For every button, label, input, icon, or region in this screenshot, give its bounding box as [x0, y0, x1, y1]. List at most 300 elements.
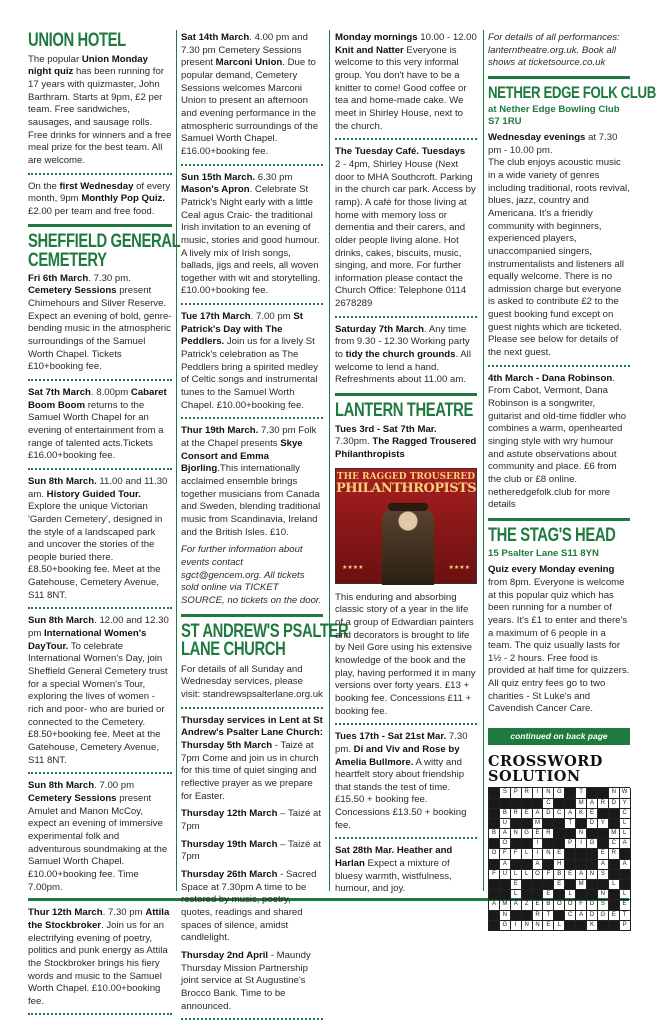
- crossword-cell: M: [500, 900, 511, 910]
- crossword-block: [543, 880, 554, 890]
- text: A witty and heartfelt story about friendship that stands the test of time. £15.50 + booking fee. Concessions £13.50 + booking fee.: [335, 756, 467, 831]
- crossword-block: [620, 880, 631, 890]
- crossword-cell: L: [609, 880, 620, 890]
- crossword-cell: E: [543, 921, 554, 931]
- crossword-block: [565, 829, 576, 839]
- crossword-cell: G: [598, 911, 609, 921]
- dotted-divider: [335, 316, 477, 318]
- crossword-cell: P: [511, 788, 522, 798]
- crossword-cell: I: [511, 921, 522, 931]
- crossword-cell: L: [565, 890, 576, 900]
- crossword-block: [598, 921, 609, 931]
- crossword-cell: W: [620, 788, 631, 798]
- crossword-cell: L: [511, 870, 522, 880]
- crossword-block: [533, 880, 544, 890]
- crossword-block: [522, 880, 533, 890]
- text: 2 - 4pm, Shirley House (Next door to MHA Southcroft. Parking in the church car park. Access by ramp). A café for those living at home with memory loss or dementia and their carers, and older people living alone. Hot drinks, cakes, biscuits, music, singing, and more. For further information please contact the Church Office: Telephone 0114 2678289: [335, 158, 476, 310]
- column-rule-1: [176, 30, 177, 891]
- actor-figure: [382, 507, 434, 585]
- st-andrews-title: [181, 620, 349, 661]
- text: . From Cabot, Vermont, Dana Robinson is a songwriter, guitarist and old-time fiddler who combines a warm, openhearted singing style with wry humour and astute observations about community and place. £6 from the club or £8 online. netheredgefolk.club for more details: [488, 372, 627, 511]
- section-divider: [335, 393, 477, 396]
- crossword-cell: A: [598, 860, 609, 870]
- dotted-divider: [28, 607, 172, 609]
- crossword-cell: C: [609, 839, 620, 849]
- crossword-block: [565, 849, 576, 859]
- crossword-block: [522, 890, 533, 900]
- crossword-cell: S: [500, 788, 511, 798]
- crossword-cell: B: [554, 870, 565, 880]
- crossword-block: [587, 849, 598, 859]
- section-divider: [181, 614, 323, 617]
- event-name: Attila the Stockbroker: [28, 907, 170, 931]
- crossword-cell: A: [533, 809, 544, 819]
- crossword-block: [511, 860, 522, 870]
- crossword-block: [489, 911, 500, 921]
- lantern-event: [335, 845, 477, 896]
- crossword-cell: M: [576, 880, 587, 890]
- crossword-block: [609, 860, 620, 870]
- crossword-cell: C: [620, 809, 631, 819]
- section-divider: [488, 76, 630, 79]
- crossword-block: [511, 799, 522, 809]
- crossword-block: [489, 819, 500, 829]
- crossword-cell: U: [500, 819, 511, 829]
- crossword-block: [609, 921, 620, 931]
- cemetery-event: [28, 273, 172, 374]
- text-bold: Union Monday night quiz: [28, 53, 148, 78]
- crossword-cell: P: [565, 839, 576, 849]
- event-name: Marconi Union: [215, 57, 283, 69]
- crossword-block: [554, 819, 565, 829]
- crossword-block: [598, 880, 609, 890]
- crossword-cell: F: [543, 870, 554, 880]
- text: .This internationally acclaimed ensemble brings together musicians from Canada and Sweden, blending traditional music from Scandinavia, Ireland and the British Isles. £10.: [181, 463, 321, 538]
- cemetery-event: [28, 476, 172, 603]
- crossword-block: [489, 809, 500, 819]
- crossword-cell: A: [620, 860, 631, 870]
- dotted-divider: [335, 723, 477, 725]
- crossword-block: [522, 799, 533, 809]
- working-party: [335, 324, 477, 387]
- crossword-title: [488, 755, 630, 784]
- crossword-block: [576, 819, 587, 829]
- crossword-block: [533, 890, 544, 900]
- actor-hat: [388, 503, 428, 511]
- crossword-block: [489, 799, 500, 809]
- crossword-block: [576, 921, 587, 931]
- text: . Join us for an electrifying evening of poetry, politics and punk energy as Attila the Stockbroker brings his fiery words and music to the Samuel Worth Chapel. £10.00+booking fee.: [28, 919, 168, 1007]
- star-rating: ★★★★: [342, 564, 364, 571]
- crossword-block: [522, 839, 533, 849]
- crossword-cell: L: [620, 819, 631, 829]
- crossword-cell: A: [620, 839, 631, 849]
- crossword-cell: L: [620, 829, 631, 839]
- crossword-cell: E: [554, 849, 565, 859]
- text: of every month, 9pm: [28, 180, 171, 205]
- event-name: Skye Consort and Emma Bjorling: [181, 438, 303, 475]
- crossword-cell: I: [533, 839, 544, 849]
- crossword-cell: P: [620, 921, 631, 931]
- event-date: Sun 8th March: [28, 615, 95, 627]
- crossword-cell: F: [500, 849, 511, 859]
- dotted-divider: [28, 173, 172, 175]
- crossword-cell: N: [522, 921, 533, 931]
- text: Join us for a lively St Patrick's celebration as The Peddlers bring a spirited medley of Celtic songs and instrumental tunes to the Samuel Worth Chapel. £10.00+booking fee.: [181, 336, 319, 411]
- dotted-divider: [181, 707, 323, 709]
- crossword-block: [565, 880, 576, 890]
- cemetery-ticket-note: For further information about events contact sgct@gencem.org. All tickets sold online via TICKET SOURCE, no tickets on the door.: [181, 544, 322, 606]
- event-date: Wednesday evenings: [488, 131, 586, 143]
- text: . Any time from 9.30 - 12.30 Working party to: [335, 323, 470, 361]
- crossword-block: [587, 880, 598, 890]
- text-bold: Monthly Pop Quiz.: [81, 193, 165, 205]
- crossword-block: [620, 849, 631, 859]
- event-date: Sat 14th March: [181, 32, 250, 43]
- heading-text: Thursday services in Lent at St Andrew's Psalter Lane Church:: [181, 714, 323, 739]
- crossword-cell: E: [511, 880, 522, 890]
- crossword-cell: L: [522, 849, 533, 859]
- crossword-block: [598, 809, 609, 819]
- crossword-cell: D: [587, 819, 598, 829]
- union-pop-quiz-text: [28, 181, 172, 219]
- crossword-cell: Z: [522, 900, 533, 910]
- event-name: 4th March - Dana Robinson: [488, 372, 613, 384]
- dotted-divider: [28, 1013, 172, 1015]
- crossword-cell: U: [500, 870, 511, 880]
- event-date: Monday mornings: [335, 32, 418, 43]
- crossword-cell: N: [500, 911, 511, 921]
- crossword-cell: M: [533, 819, 544, 829]
- column-1: [28, 30, 181, 1007]
- crossword-cell: F: [511, 849, 522, 859]
- text: – Taizé at 7pm: [181, 838, 322, 863]
- crossword-cell: O: [500, 839, 511, 849]
- service-item: [181, 808, 323, 833]
- crossword-cell: F: [576, 900, 587, 910]
- crossword-cell: E: [598, 849, 609, 859]
- st-andrews-intro: For details of all Sunday and Wednesday services, please visit: standrewspsalterlane.org.uk: [181, 663, 323, 701]
- crossword-block: [489, 860, 500, 870]
- text: . Celebrate St Patrick's Night early with a little Ceal agus Craic- the traditional Irish invitation to an evening of music, stories and good humour. A lively mix of Irish songs, ballads, jigs and reels, all woven together with wit and storytelling. £10.00+booking fee.: [181, 184, 321, 297]
- crossword-block: [587, 890, 598, 900]
- cemetery-event: [28, 907, 172, 1008]
- crossword-block: [554, 890, 565, 900]
- text: Everyone is welcome to this very informal group. You don't have to be a knitter to come! Good coffee or tea and home-made cake. We meet in Shirley House, next to the church.: [335, 44, 467, 132]
- text: 7.30pm.: [335, 436, 373, 448]
- crossword-cell: E: [543, 890, 554, 900]
- lantern-theatre-title: LANTERN THEATRE: [335, 400, 473, 422]
- crossword-cell: R: [511, 809, 522, 819]
- crossword-cell: M: [576, 799, 587, 809]
- text: . 7.00 pm: [250, 311, 294, 323]
- crossword-block: [489, 921, 500, 931]
- crossword-block: [565, 921, 576, 931]
- crossword-cell: O: [489, 849, 500, 859]
- crossword-block: [576, 849, 587, 859]
- text: 7.30 pm.: [335, 731, 468, 755]
- text: Explore the unique Victorian 'Garden Cemetery', designed in the style of a landscaped park and uncover the stories of the people buried there. £8.50+booking fee. Meet at the Gatehouse, Cemetery Avenue, S11 8NT.: [28, 501, 163, 601]
- dotted-divider: [28, 899, 172, 901]
- crossword-block: [576, 860, 587, 870]
- column-3: [335, 32, 477, 893]
- crossword-block: [565, 799, 576, 809]
- crossword-block: [511, 839, 522, 849]
- crossword-cell: K: [576, 809, 587, 819]
- crossword-cell: L: [522, 870, 533, 880]
- event-name: Cemetery Sessions: [28, 285, 117, 297]
- event-name: Cemetery Sessions: [28, 792, 117, 804]
- event-date: Tue 17th March: [181, 311, 251, 323]
- crossword-block: [511, 911, 522, 921]
- crossword-cell: E: [609, 911, 620, 921]
- crossword-cell: D: [543, 809, 554, 819]
- crossword-cell: E: [522, 809, 533, 819]
- crossword-block: [543, 860, 554, 870]
- title-line: LANE CHURCH: [181, 639, 286, 661]
- text: The popular: [28, 53, 82, 65]
- event-date: Saturday 7th March: [335, 323, 425, 335]
- crossword-cell: B: [489, 829, 500, 839]
- union-quiz-text: [28, 54, 172, 168]
- lantern-booking-note: For details of all performances: lanterntheatre.org.uk. Book all shows at ticketsource.co.uk: [488, 32, 620, 69]
- column-4: [488, 32, 656, 928]
- crossword-cell: E: [533, 900, 544, 910]
- crossword-block: [500, 799, 511, 809]
- event-name: History Guided Tour.: [46, 488, 141, 500]
- text: - Taizé at 7pm Come and join us in church for this time of quiet singing and reflective prayer as we prepare for Easter.: [181, 740, 319, 802]
- crossword-cell: A: [500, 860, 511, 870]
- crossword-cell: T: [565, 819, 576, 829]
- crossword-cell: O: [565, 900, 576, 910]
- event-date: Fri 6th March: [28, 272, 89, 284]
- text: Expect a mixture of bluesy warmth, wistfulness, humour, and joy.: [335, 858, 452, 895]
- crossword-cell: S: [598, 900, 609, 910]
- crossword-cell: G: [500, 921, 511, 931]
- crossword-cell: I: [533, 788, 544, 798]
- service-date: Thursday 5th March: [181, 740, 273, 752]
- lantern-show-description: This enduring and absorbing classic story of a year in the life of a group of Edwardian painters and decorators is brought to life by Neil Gore using his extensive knowledge of the book and the play, having performed it in many versions over forty years. £13 + booking fee. Concessions £11 + booking fee.: [335, 591, 476, 717]
- crossword-cell: S: [598, 870, 609, 880]
- crossword-block: [609, 870, 620, 880]
- crossword-block: [609, 900, 620, 910]
- lantern-show-heading: [335, 424, 477, 462]
- text: . 4.00 pm and 7.30 pm Cemetery Sessions present: [181, 32, 308, 69]
- text: from 8pm. Everyone is welcome at this popular quiz which has been running for a number of years. It's £1 to enter and there's a maximum of 6 people in a team. The quiz usually lasts for 1½ - 2 hours. Free food is provided at half time for quizzers. All quiz entry fees go to two charities - St Luke's and Cavendish Cancer Care.: [488, 576, 630, 715]
- crossword-block: [543, 819, 554, 829]
- crossword-cell: N: [543, 849, 554, 859]
- folk-club-title: NETHER EDGE FOLK CLUB: [488, 82, 656, 102]
- crossword-cell: D: [587, 900, 598, 910]
- crossword-cell: A: [576, 870, 587, 880]
- crossword-cell: K: [587, 921, 598, 931]
- event-date: Sun 15th March.: [181, 171, 256, 183]
- dotted-divider: [335, 837, 477, 839]
- crossword-block: [489, 788, 500, 798]
- text: - Maundy Thursday Mission Partnership joint service at St Augustine's Brocco Bank. Time to be announced.: [181, 949, 311, 1012]
- text: 6.30 pm: [255, 171, 293, 183]
- crossword-cell: D: [609, 799, 620, 809]
- cemetery-event: [28, 387, 172, 463]
- crossword-cell: I: [576, 839, 587, 849]
- crossword-grid: [488, 787, 630, 931]
- event-name: Di and Viv and Rose by Amelia Bullmore.: [335, 743, 460, 768]
- cemetery-event: [181, 425, 323, 539]
- crossword-block: [511, 819, 522, 829]
- cemetery-event: [181, 32, 323, 159]
- cemetery-title: [28, 231, 181, 272]
- crossword-block: [609, 890, 620, 900]
- column-rule-3: [483, 30, 484, 891]
- crossword-cell: L: [511, 890, 522, 900]
- crossword-block: [587, 829, 598, 839]
- folk-club-guest: [488, 373, 630, 512]
- crossword-block: [489, 880, 500, 890]
- crossword-cell: N: [511, 829, 522, 839]
- crossword-block: [620, 870, 631, 880]
- text: To celebrate International Women's Day, join Sheffield General Cemetery trust for a special Women's Tour, exploring the lives of women - rich and poor- who are buried or connected to the Cemetery. £8.50+booking fee. Meet at the Gatehouse, Cemetery Avenue, S11 8NT.: [28, 640, 168, 766]
- crossword-block: [565, 860, 576, 870]
- service-date: Thursday 26th March: [181, 868, 278, 880]
- event-name: tidy the church grounds: [345, 349, 456, 361]
- event-name: Cabaret Boom Boom: [28, 386, 167, 411]
- crossword-cell: A: [587, 799, 598, 809]
- dotted-divider: [28, 468, 172, 470]
- event-name: The Tuesday Café. Tuesdays: [335, 146, 466, 158]
- crossword-block: [543, 839, 554, 849]
- crossword-cell: E: [554, 880, 565, 890]
- service-item: [181, 950, 323, 1013]
- text: 10.00 - 12.00: [417, 32, 477, 43]
- crossword-cell: E: [587, 809, 598, 819]
- crossword-cell: A: [576, 911, 587, 921]
- column-rule-2: [329, 30, 330, 891]
- crossword-cell: A: [489, 900, 500, 910]
- cemetery-event: [28, 780, 172, 894]
- text: . 7.00 pm: [94, 780, 135, 792]
- star-rating: ★★★★: [448, 564, 470, 571]
- crossword-block: [554, 839, 565, 849]
- text: . 7.30 pm: [102, 907, 146, 919]
- crossword-block: [587, 860, 598, 870]
- text: has been running for 17 years with quizmaster, John Barthram. Starts at 9pm, £2 per team. Free sandwiches, sausages, and sausage rolls. Free drinks for winners and a free meal prize for the best team. All are welcome.: [28, 66, 172, 166]
- lantern-event: [335, 731, 477, 832]
- crossword-cell: R: [609, 849, 620, 859]
- crossword-cell: G: [554, 788, 565, 798]
- crossword-cell: T: [620, 911, 631, 921]
- crossword-cell: C: [554, 809, 565, 819]
- crossword-block: [554, 911, 565, 921]
- event-date: Tues 3rd - Sat 7th Mar.: [335, 423, 437, 435]
- service-date: Thursday 12th March: [181, 808, 278, 820]
- text: - Sacred Space at 7.30pm A time to be restored by music, poetry, quotes, readings and shared spaces of silence, amidst candlelight.: [181, 868, 317, 944]
- event-date: Tues 17th - Sat 21st Mar.: [335, 731, 447, 743]
- crossword-block: [576, 890, 587, 900]
- crossword-cell: N: [533, 921, 544, 931]
- crossword-block: [609, 819, 620, 829]
- crossword-cell: E: [620, 900, 631, 910]
- crossword-cell: T: [576, 788, 587, 798]
- title-line: ST ANDREW'S PSALTER: [181, 620, 349, 642]
- stags-head-address: 15 Psalter Lane S11 8YN: [488, 547, 599, 559]
- crossword-cell: O: [533, 870, 544, 880]
- title-line: SHEFFIELD GENERAL: [28, 231, 181, 253]
- crossword-cell: A: [511, 900, 522, 910]
- crossword-cell: R: [543, 829, 554, 839]
- crossword-cell: F: [489, 870, 500, 880]
- service-item: [181, 869, 323, 945]
- crossword-block: [489, 839, 500, 849]
- show-poster-image: [335, 468, 477, 584]
- text: . All welcome to lend a hand. Refreshments about 11.00 am.: [335, 349, 471, 386]
- dotted-divider: [181, 417, 323, 419]
- crossword-cell: A: [565, 809, 576, 819]
- text: . Due to popular demand, Cemetery Sessions welcomes Marconi Union to present an afternoon and evening performance in the atmospheric surroundings of the Samuel Worth Chapel. £16.00+booking fee.: [181, 57, 319, 157]
- crossword-cell: E: [533, 829, 544, 839]
- crossword-cell: A: [533, 860, 544, 870]
- crossword-cell: E: [565, 870, 576, 880]
- event-name: Knit and Natter: [335, 44, 404, 56]
- crossword-block: [598, 839, 609, 849]
- dotted-divider: [488, 365, 630, 367]
- crossword-cell: H: [554, 860, 565, 870]
- crossword-cell: C: [543, 799, 554, 809]
- crossword-block: [522, 860, 533, 870]
- cemetery-event: [181, 311, 323, 412]
- crossword-block: [489, 890, 500, 900]
- folk-club-venue: at Nether Edge Bowling Club S7 1RU: [488, 103, 620, 128]
- text: at 7.30 pm - 10.00 pm.: [488, 131, 618, 156]
- text: – Taizé at 7pm: [181, 808, 322, 832]
- event-date: Sun 8th March.: [28, 475, 97, 487]
- crossword-cell: N: [598, 890, 609, 900]
- crossword-cell: R: [533, 911, 544, 921]
- crossword-block: [554, 799, 565, 809]
- event-date: Sat 7th March: [28, 386, 91, 398]
- event-name: International Women's DayTour.: [28, 628, 147, 652]
- event-name: The Ragged Trousered Philanthropists: [335, 436, 477, 460]
- service-item: [181, 740, 323, 803]
- crossword-cell: L: [620, 890, 631, 900]
- crossword-cell: D: [587, 911, 598, 921]
- event-date: Thur 19th March.: [181, 425, 259, 437]
- service-item: [181, 839, 323, 864]
- poster-line: PHILANTHROPISTS: [336, 481, 477, 497]
- text: returns to the Samuel Worth Chapel for an evening of entertainment from a range of talented acts.Tickets £16.00+booking fee.: [28, 399, 164, 462]
- crossword-cell: G: [587, 839, 598, 849]
- crossword-cell: N: [609, 788, 620, 798]
- event-name: Quiz every Monday evening: [488, 564, 615, 576]
- text: On the: [28, 180, 60, 192]
- text: present Chimehours and Silver Reserve. Expect an evening of bold, genre-bending music in the atmospheric surroundings of the Samuel Worth Chapel. Tickets £10+booking fee.: [28, 285, 172, 373]
- knit-and-natter: [335, 32, 477, 133]
- dotted-divider: [28, 772, 172, 774]
- text: . 8.00pm: [90, 386, 131, 398]
- text-bold: first Wednesday: [59, 180, 134, 192]
- crossword-cell: L: [554, 921, 565, 931]
- event-name: St Patrick's Day with The Peddlers.: [181, 311, 303, 348]
- event-date: Sun 8th March: [28, 780, 95, 792]
- crossword-block: [533, 799, 544, 809]
- crossword-cell: O: [554, 900, 565, 910]
- crossword-cell: N: [576, 829, 587, 839]
- crossword-cell: T: [543, 911, 554, 921]
- text: 11.00 and 11.30 am.: [28, 475, 168, 500]
- continued-banner: continued on back page: [488, 728, 630, 745]
- crossword-cell: Y: [620, 799, 631, 809]
- section-divider: [488, 518, 630, 521]
- text: 7.30 pm Folk at the Chapel presents: [181, 425, 317, 450]
